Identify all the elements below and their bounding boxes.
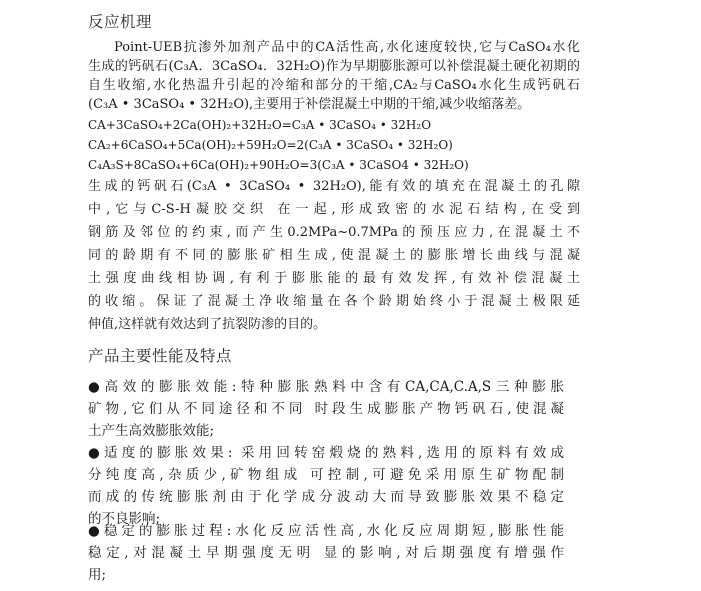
paragraph-line: (C₃A • 3CaSO₄ • 32H₂O),主要用于补偿混凝土中期的干缩,减少收缩落差。 xyxy=(88,97,531,112)
feature-item-line: 而成的传统膨胀剂由于化学成分波动大而导致膨胀效果不稳定 xyxy=(88,489,564,505)
feature-item-line: 稳定,对混凝土早期强度无明 显的影响,对后期强度有增强作 xyxy=(88,545,564,561)
feature-item-line: ●稳定的膨胀过程:水化反应活性高,水化反应周期短,膨胀性能 xyxy=(88,523,564,539)
chemical-equation: CA₂+6CaSO₄+5Ca(OH)₂+59H₂O=2(C₃A • 3CaSO₄ • 32H₂O) xyxy=(88,138,453,152)
paragraph-line: Point-UEB抗渗外加剂产品中的CA活性高,水化速度较快,它与CaSO₄水化 xyxy=(114,40,580,55)
paragraph-line: 的收缩。保证了混凝土净收缩量在各个龄期始终小于混凝土极限延 xyxy=(88,294,580,309)
feature-item-line: 的不良影响; xyxy=(88,511,161,527)
paragraph-line: 自生收缩,水化热温升引起的冷缩和部分的干缩,CA₂与CaSO₄水化生成钙矾石 xyxy=(88,78,580,93)
paragraph-line: 钢筋及邻位的约束,而产生0.2MPa~0.7MPa的预压应力,在混凝土不 xyxy=(88,225,580,240)
feature-item-line: ●高效的膨胀效能:特种膨胀熟料中含有CA,CA,C.A,S三种膨胀 xyxy=(88,379,564,395)
paragraph-line: 伸值,这样就有效达到了抗裂防渗的目的。 xyxy=(88,317,327,332)
paragraph-line: 生成的钙矾石(C₃A • 3CaSO₄ • 32H₂O),能有效的填充在混凝土的孔隙 xyxy=(88,179,580,194)
section-title-reaction-mechanism: 反应机理 xyxy=(88,13,153,31)
feature-item-line: ●适度的膨胀效果: 采用回转窑煅烧的熟料,选用的原料有效成 xyxy=(88,445,564,461)
chemical-equation: C₄A₃S+8CaSO₄+6Ca(OH)₂+90H₂O=3(C₃A • 3CaSO4 • 32H₂O) xyxy=(88,158,469,172)
feature-item-line: 矿物,它们从不同途径和不同 时段生成膨胀产物钙矾石,使混凝 xyxy=(88,401,564,417)
paragraph-line: 中,它与C-S-H凝胶交织 在一起,形成致密的水泥石结构,在受到 xyxy=(88,202,580,217)
paragraph-line: 土强度曲线相协调,有利于膨胀能的最有效发挥,有效补偿混凝土 xyxy=(88,271,580,286)
section-title-main-features: 产品主要性能及特点 xyxy=(88,347,233,365)
feature-item-line: 土产生高效膨胀效能; xyxy=(88,423,215,439)
paragraph-line: 同的龄期有不同的膨胀矿相生成,使混凝土的膨胀增长曲线与混凝 xyxy=(88,248,580,263)
feature-item-line: 用; xyxy=(88,567,107,583)
feature-item-line: 分纯度高,杂质少,矿物组成 可控制,可避免采用原生矿物配制 xyxy=(88,467,564,483)
paragraph-line: 生成的钙矾石(C₃A．3CaSO₄．32H₂O)作为早期膨胀源可以补偿混凝土硬化初期的 xyxy=(88,59,580,74)
chemical-equation: CA+3CaSO₄+2Ca(OH)₂+32H₂O=C₃A • 3CaSO₄ • 32H₂O xyxy=(88,118,432,132)
